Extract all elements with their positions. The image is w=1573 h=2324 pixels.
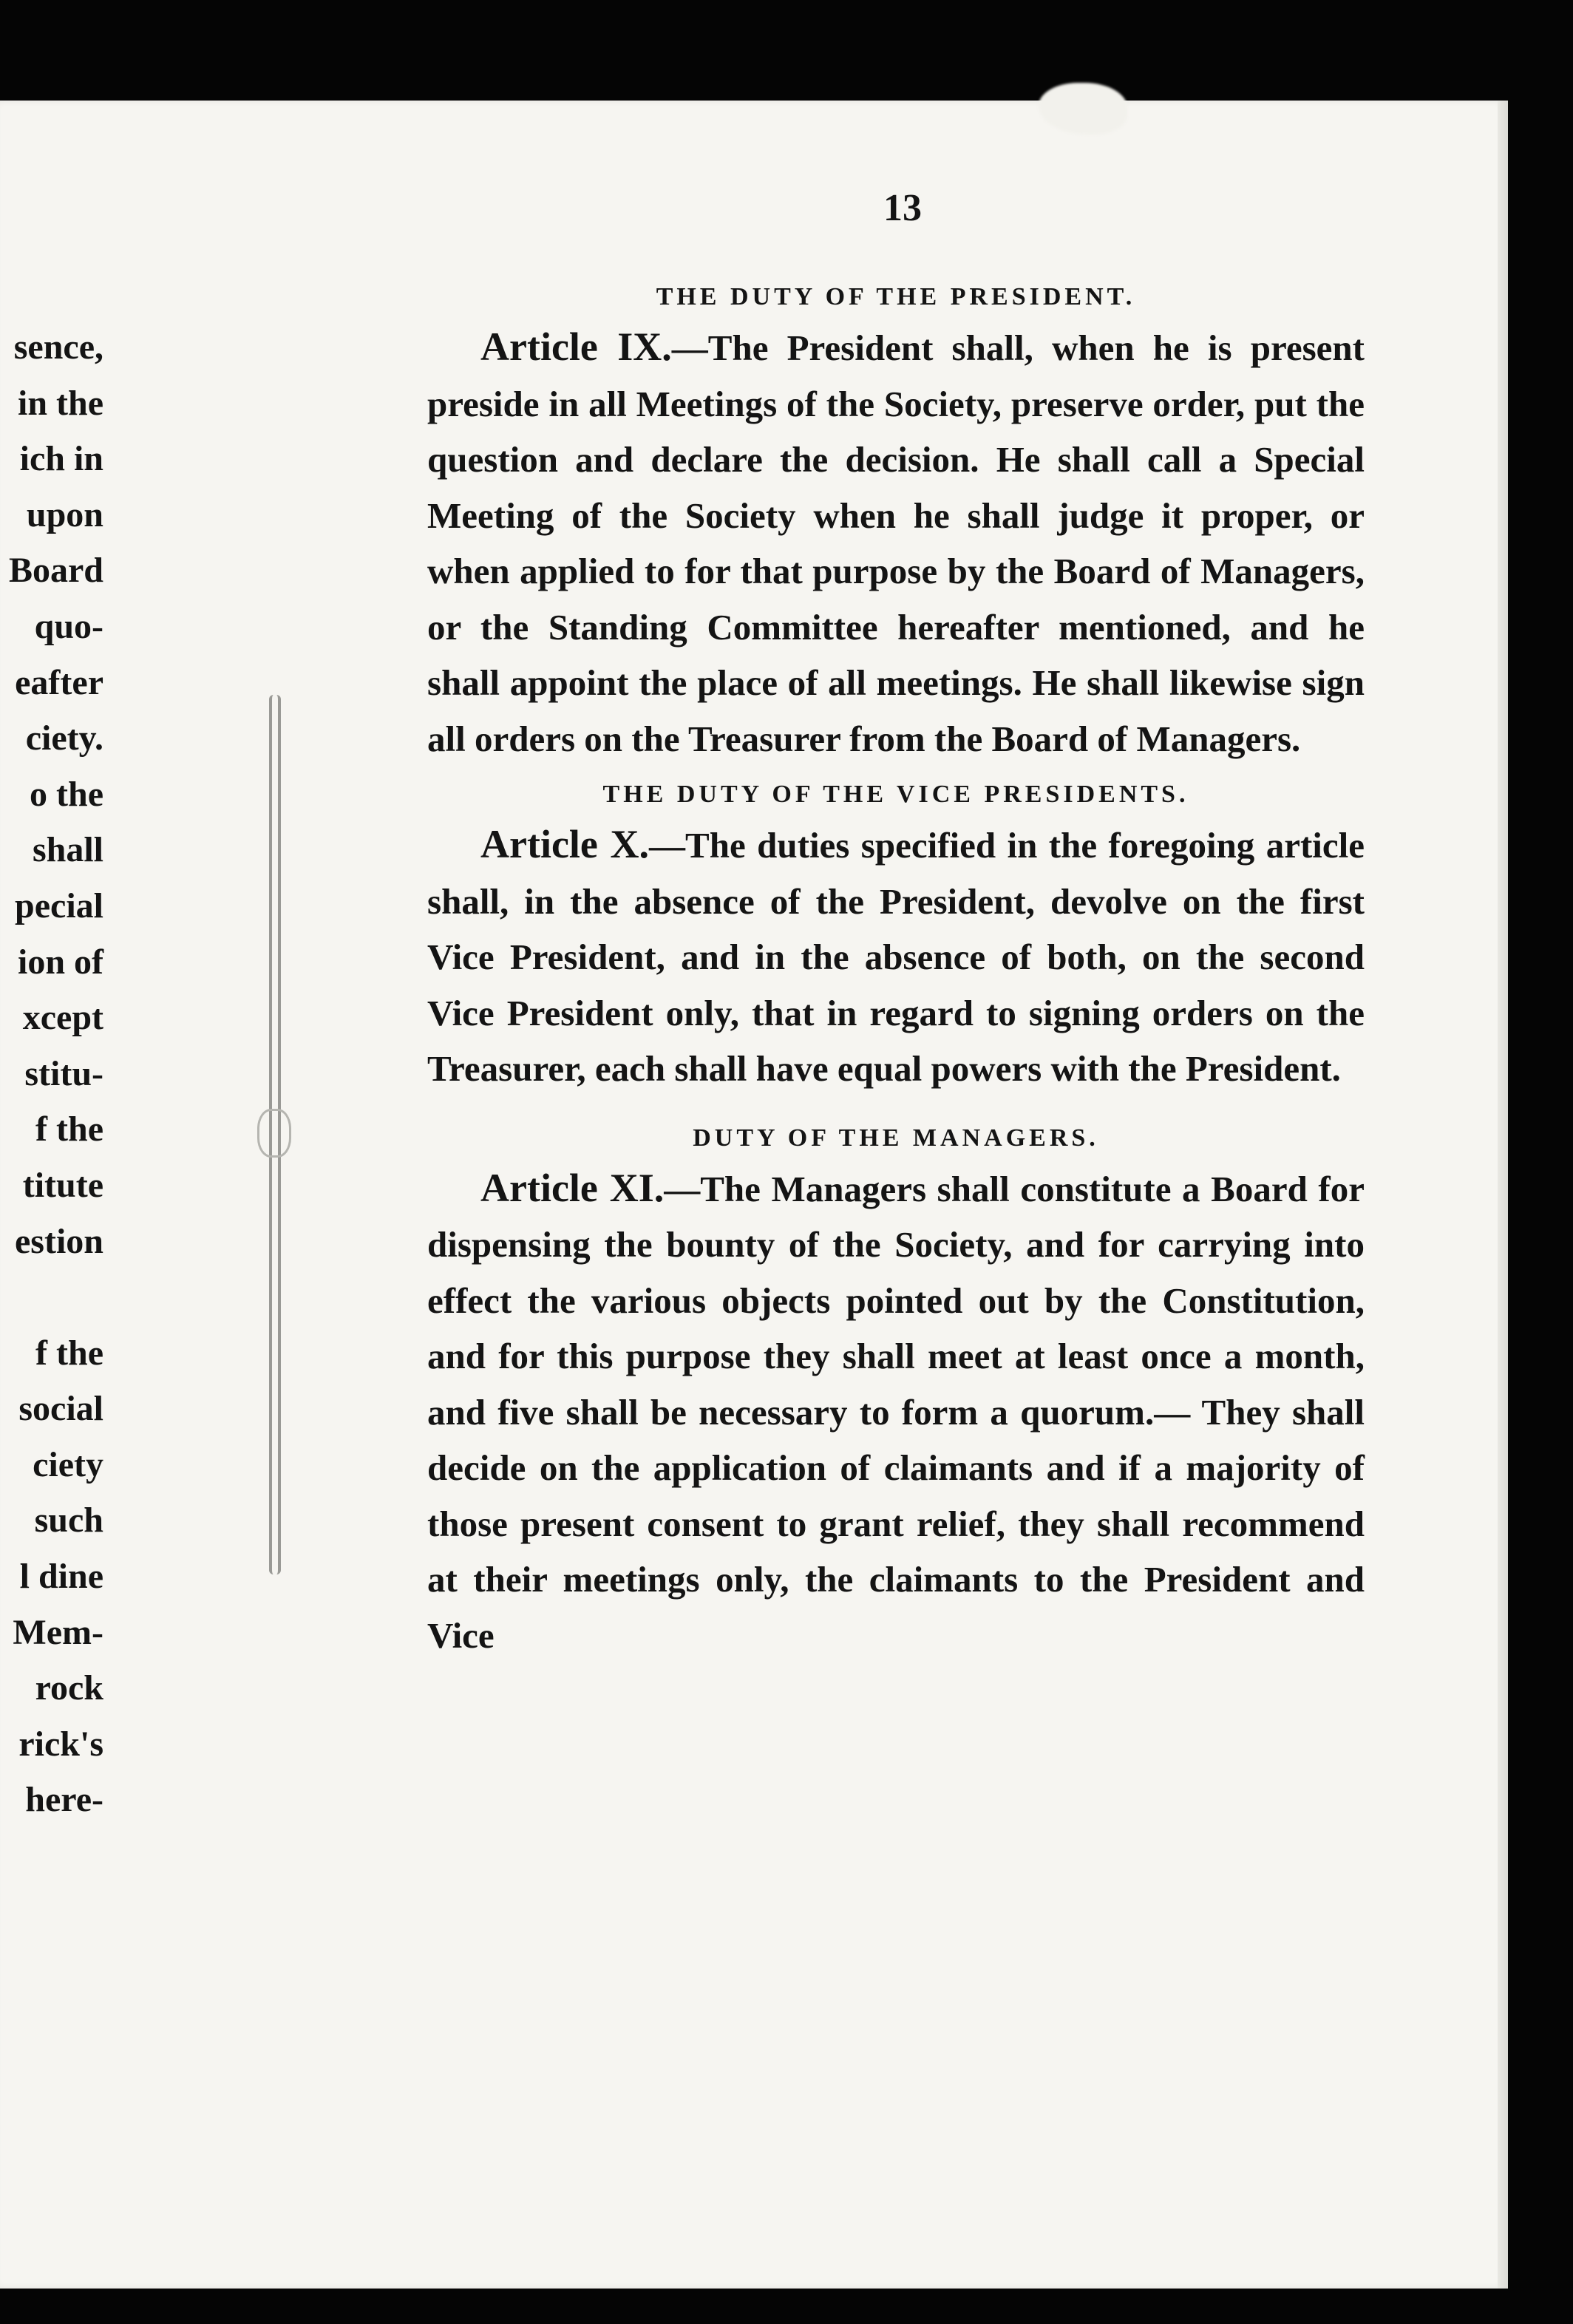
previous-page-line: l dine — [19, 1557, 103, 1597]
previous-page-line: rick's — [18, 1724, 103, 1764]
previous-page-line: ciety. — [25, 718, 103, 758]
previous-page-column — [0, 319, 103, 1828]
previous-page-line: eafter — [15, 662, 103, 702]
section-heading-president: THE DUTY OF THE PRESIDENT. — [656, 283, 1136, 310]
previous-page-line: upon — [26, 495, 103, 534]
previous-page-line: estion — [15, 1221, 103, 1261]
previous-page-line: sence, — [13, 327, 103, 367]
previous-page-line: such — [34, 1501, 103, 1540]
previous-page-line: quo- — [34, 606, 103, 646]
previous-page-line: f the — [35, 1110, 103, 1149]
previous-page-line: rock — [35, 1668, 103, 1708]
previous-page-line: ion of — [17, 942, 103, 982]
previous-page-line: f the — [35, 1333, 103, 1373]
previous-page-line: shall — [32, 830, 103, 870]
previous-page-line: o the — [30, 774, 103, 814]
article-ix-text: —The President shall, when he is present preside in all Meetings of the Society, preserve order, put the question and declare the decision. He shall call a Special Meeting of the Society when he shall judge it proper, or when applied to for that purpose by the Board of Managers, or the Standing Committee hereafter mentioned, and he shall appoint the place of all meetings. He shall likewise sign all orders on the Treasurer from the Board of Managers. — [427, 327, 1365, 759]
section-heading-vice-presidents: THE DUTY OF THE VICE PRESIDENTS. — [602, 781, 1189, 808]
binding-knot — [257, 1109, 291, 1158]
previous-page-line — [0, 1269, 103, 1325]
article-xi-label: Article XI. — [480, 1165, 665, 1210]
previous-page-line: Mem- — [13, 1612, 103, 1652]
article-x-text: —The duties specified in the foregoing article shall, in the absence of the President, devolve on the first Vice President, and in the absence of both, on the second Vice President only, that in regard to signing orders on the Treasurer, each shall have equal powers with the President. — [427, 825, 1365, 1089]
article-xi-text: —The Managers shall constitute a Board for dispensing the bounty of the Society, and for carrying into effect the various objects pointed out by the Constitution, and for this purpose they shall meet at least once a month, and five shall be necessary to form a quorum.— They shall decide on the application of claimants and if a majority of those present consent to grant relief, they shall recommend at their meetings only, the claimants to the President and Vice — [427, 1168, 1365, 1656]
previous-page-line: Board — [8, 551, 103, 591]
section-heading-managers: DUTY OF THE MANAGERS. — [693, 1124, 1099, 1152]
article-x — [427, 817, 1365, 1097]
previous-page-line: titute — [22, 1165, 103, 1205]
article-ix-label: Article IX. — [480, 325, 672, 369]
article-x-label: Article X. — [480, 822, 650, 866]
article-ix — [427, 319, 1365, 767]
previous-page-line: xcept — [22, 998, 103, 1038]
previous-page-line: ciety — [33, 1444, 103, 1484]
page-number: 13 — [883, 187, 922, 229]
article-xi — [427, 1161, 1365, 1664]
previous-page-line: social — [18, 1389, 103, 1429]
previous-page-line: in the — [17, 383, 103, 423]
previous-page-line: here- — [25, 1780, 103, 1820]
page-edge — [1498, 101, 1508, 2289]
previous-page-line: stitu- — [24, 1053, 103, 1093]
previous-page-line: ich in — [19, 439, 103, 479]
page-body — [427, 275, 1365, 1663]
previous-page-line: pecial — [15, 886, 103, 925]
